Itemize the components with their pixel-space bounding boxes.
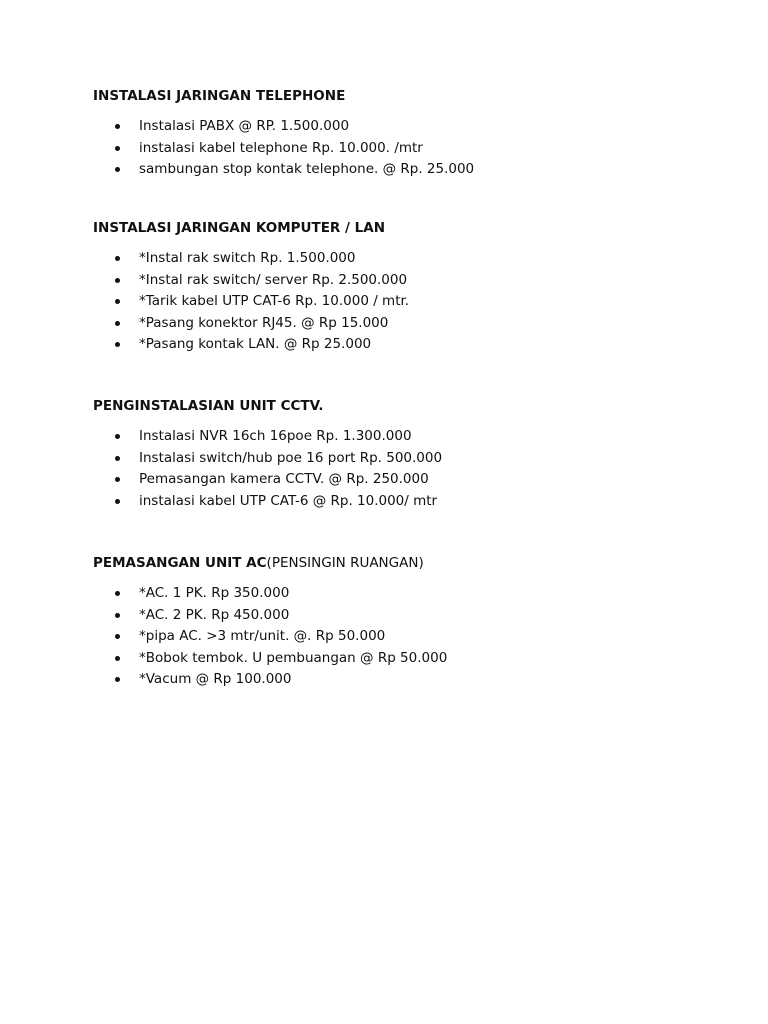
list-item: *Instal rak switch Rp. 1.500.000 <box>93 248 409 270</box>
item-list <box>93 583 447 691</box>
list-item: *AC. 1 PK. Rp 350.000 <box>93 583 447 605</box>
bullet-icon <box>115 278 120 283</box>
bullet-icon <box>115 342 120 347</box>
bullet-icon <box>115 634 120 639</box>
list-item: instalasi kabel UTP CAT-6 @ Rp. 10.000/ mtr <box>93 491 442 513</box>
bullet-icon <box>115 299 120 304</box>
item-list <box>93 116 474 181</box>
list-item: sambungan stop kontak telephone. @ Rp. 25.000 <box>93 159 474 181</box>
bullet-icon <box>115 321 120 326</box>
bullet-icon <box>115 656 120 661</box>
bullet-icon <box>115 256 120 261</box>
list-item: Instalasi PABX @ RP. 1.500.000 <box>93 116 474 138</box>
list-item: *Pasang kontak LAN. @ Rp 25.000 <box>93 334 409 356</box>
section-heading: PEMASANGAN UNIT AC(PENSINGIN RUANGAN) <box>93 555 424 571</box>
bullet-icon <box>115 613 120 618</box>
section-heading: INSTALASI JARINGAN TELEPHONE <box>93 88 346 104</box>
section-lan <box>93 219 713 353</box>
item-list <box>93 426 442 512</box>
bullet-icon <box>115 167 120 172</box>
section-ac <box>93 554 713 688</box>
list-item: *Instal rak switch/ server Rp. 2.500.000 <box>93 270 409 292</box>
bullet-icon <box>115 124 120 129</box>
list-item: *Vacum @ Rp 100.000 <box>93 669 447 691</box>
list-item: *Bobok tembok. U pembuangan @ Rp 50.000 <box>93 648 447 670</box>
list-item: *Tarik kabel UTP CAT-6 Rp. 10.000 / mtr. <box>93 291 409 313</box>
list-item: *pipa AC. >3 mtr/unit. @. Rp 50.000 <box>93 626 447 648</box>
bullet-icon <box>115 434 120 439</box>
list-item: instalasi kabel telephone Rp. 10.000. /mtr <box>93 138 474 160</box>
list-item: Instalasi switch/hub poe 16 port Rp. 500.000 <box>93 448 442 470</box>
section-telephone <box>93 87 713 178</box>
item-list <box>93 248 409 356</box>
section-heading: INSTALASI JARINGAN KOMPUTER / LAN <box>93 220 385 236</box>
bullet-icon <box>115 677 120 682</box>
bullet-icon <box>115 591 120 596</box>
list-item: Pemasangan kamera CCTV. @ Rp. 250.000 <box>93 469 442 491</box>
list-item: *Pasang konektor RJ45. @ Rp 15.000 <box>93 313 409 335</box>
bullet-icon <box>115 499 120 504</box>
bullet-icon <box>115 477 120 482</box>
list-item: Instalasi NVR 16ch 16poe Rp. 1.300.000 <box>93 426 442 448</box>
section-heading: PENGINSTALASIAN UNIT CCTV. <box>93 398 324 414</box>
bullet-icon <box>115 456 120 461</box>
bullet-icon <box>115 146 120 151</box>
section-cctv <box>93 397 713 509</box>
list-item: *AC. 2 PK. Rp 450.000 <box>93 605 447 627</box>
